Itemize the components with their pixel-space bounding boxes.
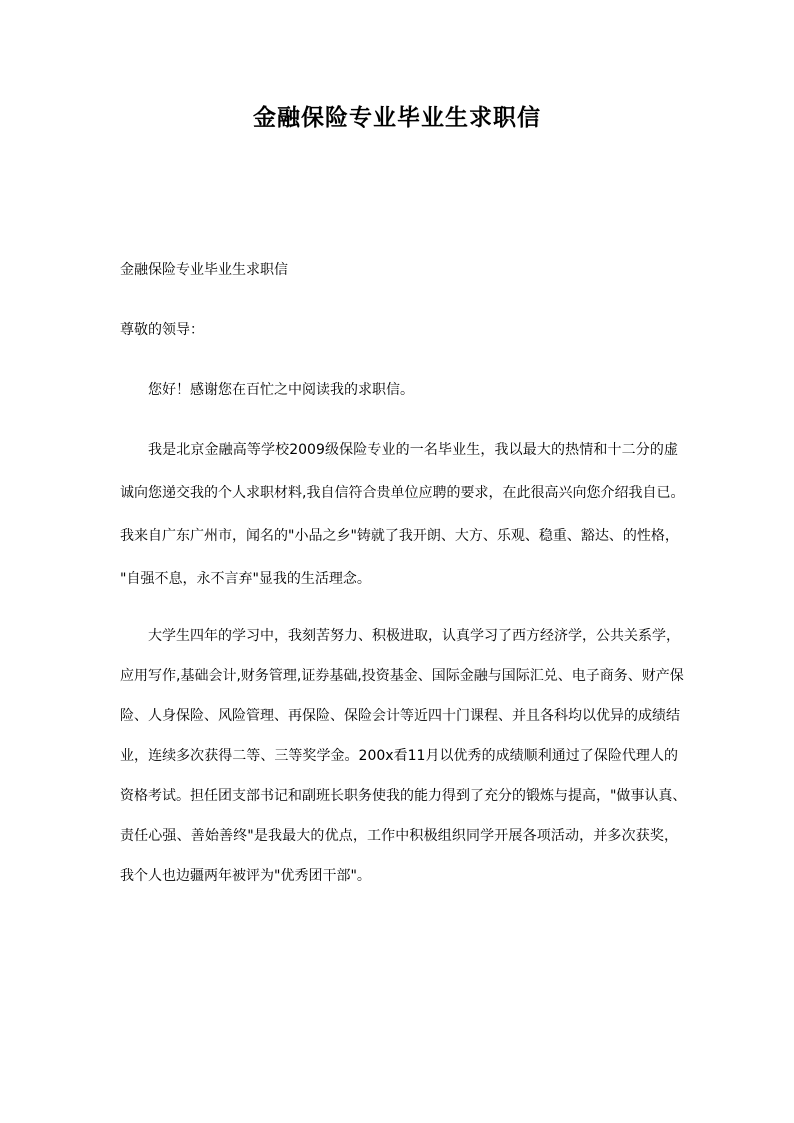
paragraph-line: 应用写作,基础会计,财务管理,证券基础,投资基金、国际金融与国际汇兑、电子商务、财产保 bbox=[120, 668, 684, 684]
paragraph-line: "自强不息，永不言弃"显我的生活理念。 bbox=[120, 571, 371, 587]
paragraph-line: 诚向您递交我的个人求职材料,我自信符合贵单位应聘的要求，在此很高兴向您介绍我自已。 bbox=[120, 485, 685, 501]
paragraph-line: 我是北京金融高等学校2009级保险专业的一名毕业生，我以最大的热情和十二分的虚 bbox=[148, 442, 678, 458]
paragraph-line: 我个人也边疆两年被评为"优秀团干部"。 bbox=[120, 868, 371, 884]
paragraph-line: 资格考试。担任团支部书记和副班长职务使我的能力得到了充分的锻炼与提高，"做事认真、 bbox=[120, 788, 687, 804]
paragraph-line: 大学生四年的学习中，我刻苦努力、积极进取，认真学习了西方经济学，公共关系学， bbox=[148, 628, 680, 644]
document-title: 金融保险专业毕业生求职信 bbox=[253, 104, 541, 131]
paragraph-line: 责任心强、善始善终"是我最大的优点，工作中积极组织同学开展各项活动，并多次获奖， bbox=[120, 828, 678, 844]
paragraph-line: 您好！感谢您在百忙之中阅读我的求职信。 bbox=[148, 382, 414, 398]
letter-salutation: 尊敬的领导： bbox=[120, 322, 204, 338]
paragraph-line: 险、人身保险、风险管理、再保险、保险会计等近四十门课程、并且各科均以优异的成绩结 bbox=[120, 708, 680, 724]
letter-subtitle: 金融保险专业毕业生求职信 bbox=[120, 262, 288, 278]
paragraph-line: 我来自广东广州市，闻名的"小品之乡"铸就了我开朗、大方、乐观、稳重、豁达、的性格， bbox=[120, 528, 679, 544]
paragraph-line: 业，连续多次获得二等、三等奖学金。200x看11月以优秀的成绩顺利通过了保险代理人的 bbox=[120, 748, 678, 764]
